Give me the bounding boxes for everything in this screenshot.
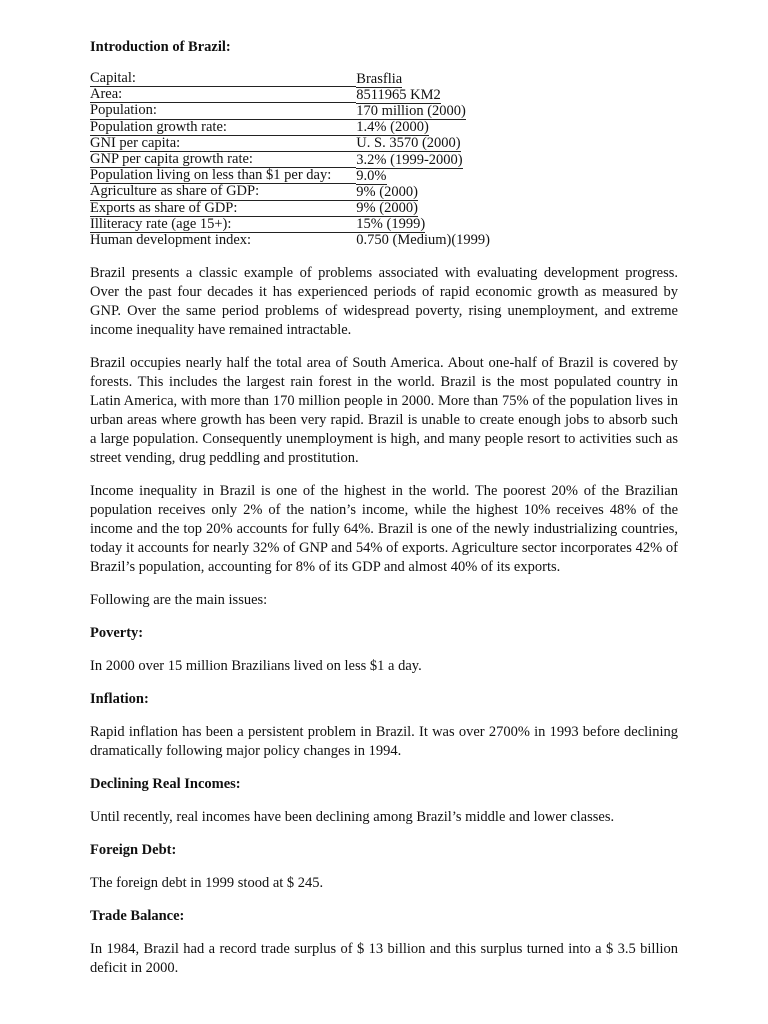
issue-text-foreign-debt: The foreign debt in 1999 stood at $ 245. [90,875,324,892]
fact-row [90,87,490,103]
fact-value-text: 9% (2000) [356,200,418,217]
fact-label: GNI per capita: [90,135,356,151]
fact-label: Population living on less than $1 per day: [90,168,356,184]
issue-title-poverty: Poverty: [90,625,144,642]
fact-row [90,152,490,168]
issue-text-poverty: In 2000 over 15 million Brazilians lived on less $1 a day. [90,658,422,675]
issue-title-foreign-debt: Foreign Debt: [90,842,177,859]
fact-value-text: 9% (2000) [356,183,418,200]
fact-label: Capital: [90,71,356,87]
document-page [90,38,678,978]
fact-row [90,119,490,135]
fact-row [90,71,490,87]
fact-label: Population growth rate: [90,119,356,135]
fact-value [356,216,490,232]
issue-title-inflation: Inflation: [90,691,149,708]
fact-row [90,184,490,200]
paragraph-issues-intro: Following are the main issues: [90,592,268,609]
fact-value [356,152,490,168]
fact-label: GNP per capita growth rate: [90,152,356,168]
fact-value [356,135,490,151]
fact-row [90,200,490,216]
fact-row [90,103,490,119]
fact-row [90,168,490,184]
fact-value-text: 8511965 KM2 [356,86,441,103]
fact-row [90,135,490,151]
fact-value-text: 1.4% (2000) [356,119,429,136]
fact-value [356,168,490,184]
fact-value [356,103,490,119]
issue-title-trade-balance: Trade Balance: [90,908,185,925]
fact-value-text: 3.2% (1999-2000) [356,151,463,168]
fact-value [356,184,490,200]
paragraph-inequality: Income inequality in Brazil is one of the highest in the world. The poorest 20% of the Brazilian population receives only 2% of the nation’s income, while the highest 10% receives 48% of the income and the top 20% accounts for fully 64%. Brazil is one of the newly industrializing countries, today it accounts for nearly 32% of GNP and 54% of exports. Agriculture sector incorporates 42% of Brazil’s population, accounting for 8% of its GDP and almost 40% of its exports. [90,483,678,576]
fact-row [90,216,490,232]
fact-value [356,119,490,135]
fact-value [356,71,490,87]
fact-label: Area: [90,87,356,103]
facts-table [90,71,490,248]
issue-title-real-incomes: Declining Real Incomes: [90,776,241,793]
fact-label: Exports as share of GDP: [90,200,356,216]
issue-text-real-incomes: Until recently, real incomes have been declining among Brazil’s middle and lower classes. [90,809,615,826]
fact-label: Agriculture as share of GDP: [90,184,356,200]
issue-text-inflation: Rapid inflation has been a persistent problem in Brazil. It was over 2700% in 1993 before declining dramatically following major policy changes in 1994. [90,724,678,760]
fact-label: Human development index: [90,232,252,249]
fact-value-text: 170 million (2000) [356,102,466,119]
fact-value [356,87,490,103]
fact-value-text: 9.0% [356,167,387,184]
paragraph-overview: Brazil presents a classic example of problems associated with evaluating development progress. Over the past four decades it has experienced periods of rapid economic growth as measured by GNP. Over the same period problems of widespread poverty, rising unemployment, and extreme income inequality have remained intractable. [90,265,678,339]
fact-value-text: Brasflia [356,70,403,87]
fact-label: Population: [90,103,356,119]
fact-label: Illiteracy rate (age 15+): [90,216,356,232]
fact-value-text: 0.750 (Medium)(1999) [356,232,490,249]
fact-value-text: U. S. 3570 (2000) [356,135,461,152]
fact-value [356,200,490,216]
fact-row [90,233,490,249]
fact-value-text: 15% (1999) [356,216,426,233]
paragraph-geography: Brazil occupies nearly half the total area of South America. About one-half of Brazil is covered by forests. This includes the largest rain forest in the world. Brazil is the most populated country in Latin America, with more than 170 million people in 2000. More than 75% of the population lives in urban areas where growth has been very rapid. Brazil is unable to create enough jobs to absorb such a large population. Consequently unemployment is high, and many people resort to activities such as street vending, drug peddling and prostitution. [90,355,678,467]
fact-value [356,233,490,249]
document-heading: Introduction of Brazil: [90,39,231,55]
issue-text-trade-balance: In 1984, Brazil had a record trade surplus of $ 13 billion and this surplus turned into a $ 3.5 billion deficit in 2000. [90,941,678,977]
